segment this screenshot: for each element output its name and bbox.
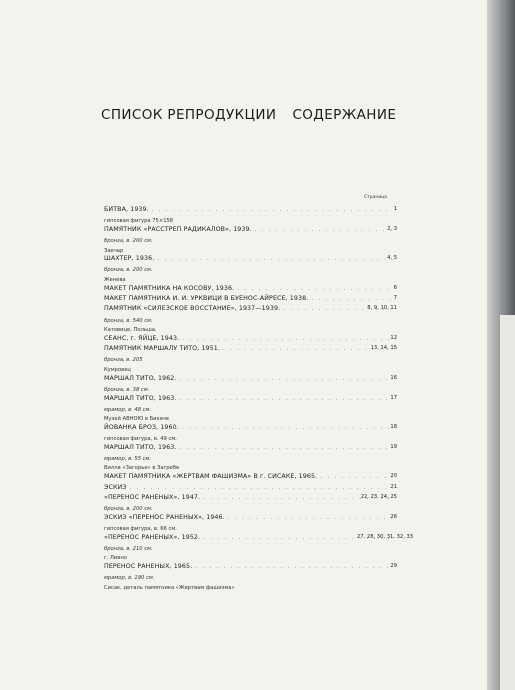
entry-detail: Катовице, Польша. [104, 327, 157, 334]
entry-title: МАРШАЛ ТИТО, 1963. [104, 443, 177, 451]
entry-line [104, 484, 396, 494]
entry-title: МАКЕТ ПАМЯТНИКА НА КОСОВУ, 1936. [104, 284, 235, 292]
entry-title: МАРШАЛ ТИТО, 1963. [104, 394, 177, 402]
entry-title: ЭСКИЗ [104, 483, 127, 491]
entry-pages: 20 [390, 473, 397, 480]
entry-detail: Сисак, деталь памятника «Жертвам фашизма» [104, 584, 235, 591]
leader-dots [130, 485, 393, 491]
entry-detail: гипсовая фигура, в. 49 см. [104, 436, 177, 443]
entry-pages: 19 [390, 443, 397, 450]
entry-line [104, 335, 396, 345]
entry-line [104, 395, 396, 405]
entry-title: ЙОВАНКА БРОЗ, 1960. [104, 423, 179, 431]
entry-detail: бронза, в. 210 см. [104, 545, 153, 552]
entry-pages: 4, 5 [387, 255, 397, 262]
contents-entry [104, 563, 396, 592]
entry-detail: Женева [104, 276, 126, 283]
entry-detail: Заечар [104, 247, 124, 254]
entry-title: «ПЕРЕНОС РАНЕНЫХ», 1947. [104, 493, 201, 501]
entry-title: ПАМЯТНИК МАРШАЛУ ТИТО, 1951. [104, 345, 220, 353]
contents-list [104, 206, 414, 593]
entry-title: СЕАНС, г. ЯЙЦЕ, 1943. [104, 334, 180, 342]
page-column-header: Страница [364, 195, 388, 200]
entry-detail: бронза, в. 205 [104, 357, 143, 364]
entry-pages: 21 [390, 483, 397, 490]
entry-line [104, 255, 396, 265]
entry-line [104, 206, 396, 216]
contents-entry [104, 444, 396, 473]
entry-line [104, 444, 396, 454]
contents-entry [104, 375, 396, 395]
entry-detail: Музей АВНОЮ в Бихаче [104, 416, 169, 423]
contents-entry [104, 305, 396, 334]
entry-pages: 26 [390, 513, 397, 520]
contents-entry [104, 345, 396, 374]
entry-title: ПАМЯТНИК «СИЛЕЗСКОЕ ВОССТАНИЕ», 1937—1939. [104, 305, 281, 313]
contents-entry [104, 255, 396, 284]
entry-title: МАКЕТ ПАМЯТНИКА «ЖЕРТВАМ ФАШИЗМА» В г. СИСАКЕ, 1965. [104, 473, 318, 481]
contents-entry [104, 473, 396, 483]
entry-detail: бронза, в. 200 см. [104, 238, 153, 245]
entry-detail: мрамор, в. 190 см. [104, 575, 155, 582]
entry-pages: 1 [393, 206, 397, 212]
entry-title: ПЕРЕНОС РАНЕНЫХ, 1965. [104, 563, 193, 571]
entry-line [104, 345, 396, 355]
entry-title: ПАМЯТНИК «РАССТРЕП РАДИКАЛОВ», 1939. [104, 225, 252, 233]
entry-title: БИТВА, 1939. [104, 206, 149, 213]
contents-entry [104, 395, 396, 424]
page-edge-strip [500, 315, 515, 690]
entry-line [104, 295, 396, 305]
entry-title: МАКЕТ ПАМЯТНИКА И. И. УРКВИЦИ В БУЕНОС-АЙРЕСЕ, 1938. [104, 295, 309, 303]
entry-detail: мрамор, в. 48 см. [104, 406, 152, 413]
entry-line [104, 375, 396, 385]
entry-detail: бронза, в. 200 см. [104, 506, 153, 513]
entry-title: МАРШАЛ ТИТО, 1962. [104, 374, 177, 382]
entry-pages: 27, 28, 30, 31, 32, 33 [357, 533, 414, 540]
entry-detail: Вилла «Загорье» в Загребе [104, 465, 180, 472]
entry-detail: г. Ливно [104, 555, 127, 562]
entry-pages: 17 [390, 394, 397, 401]
page-title [101, 107, 396, 123]
entry-pages: 6 [393, 284, 397, 291]
entry-detail: бронза, в. 540 см. [104, 317, 153, 324]
entry-title: ЭСКИЗ «ПЕРЕНОС РАНЕНЫХ», 1946. [104, 513, 225, 521]
entry-line [104, 424, 396, 434]
entry-pages: 13, 14, 15 [370, 345, 397, 352]
entry-pages: 22, 23, 24, 25 [360, 493, 397, 500]
entry-pages: 2, 3 [387, 225, 397, 232]
entry-line [104, 285, 396, 295]
entry-detail: мрамор, в. 55 см. [104, 455, 152, 462]
entry-line [104, 226, 396, 236]
entry-pages: 18 [390, 423, 397, 430]
contents-entry [104, 494, 396, 514]
contents-entry [104, 335, 396, 345]
entry-line [104, 563, 396, 573]
entry-title: ШАХТЕР, 1936. [104, 255, 155, 263]
contents-entry [104, 226, 396, 255]
contents-entry [104, 295, 396, 305]
entry-detail: бронза, в. 38 см. [104, 386, 150, 393]
entry-detail: бронза, в. 200 см. [104, 267, 153, 274]
contents-entry [104, 206, 396, 226]
entry-detail: гипсовая фигура, в. 66 см. [104, 526, 177, 532]
entry-detail: Кумровец [104, 366, 131, 373]
entry-pages: 29 [390, 563, 397, 570]
entry-pages: 8, 9, 10, 11 [367, 305, 397, 312]
title-list-of-reproductions: СПИСОК РЕПРОДУКЦИИ [101, 107, 277, 123]
entry-detail: гипсовая фигура 75×158 [104, 218, 174, 225]
entry-pages: 7 [393, 295, 397, 302]
contents-entry [104, 533, 414, 563]
contents-entry [104, 424, 396, 444]
entry-line [104, 473, 396, 483]
contents-entry [104, 285, 396, 295]
title-contents: СОДЕРЖАНИЕ [292, 107, 397, 123]
entry-line [104, 305, 396, 315]
entry-pages: 16 [390, 374, 397, 381]
entry-line [104, 514, 396, 524]
contents-entry [104, 514, 396, 534]
entry-title: «ПЕРЕНОС РАНЕНЫХ», 1952. [104, 533, 201, 541]
entry-line [104, 533, 414, 544]
entry-pages: 12 [390, 334, 397, 341]
contents-entry [104, 484, 396, 494]
entry-line [104, 494, 396, 504]
